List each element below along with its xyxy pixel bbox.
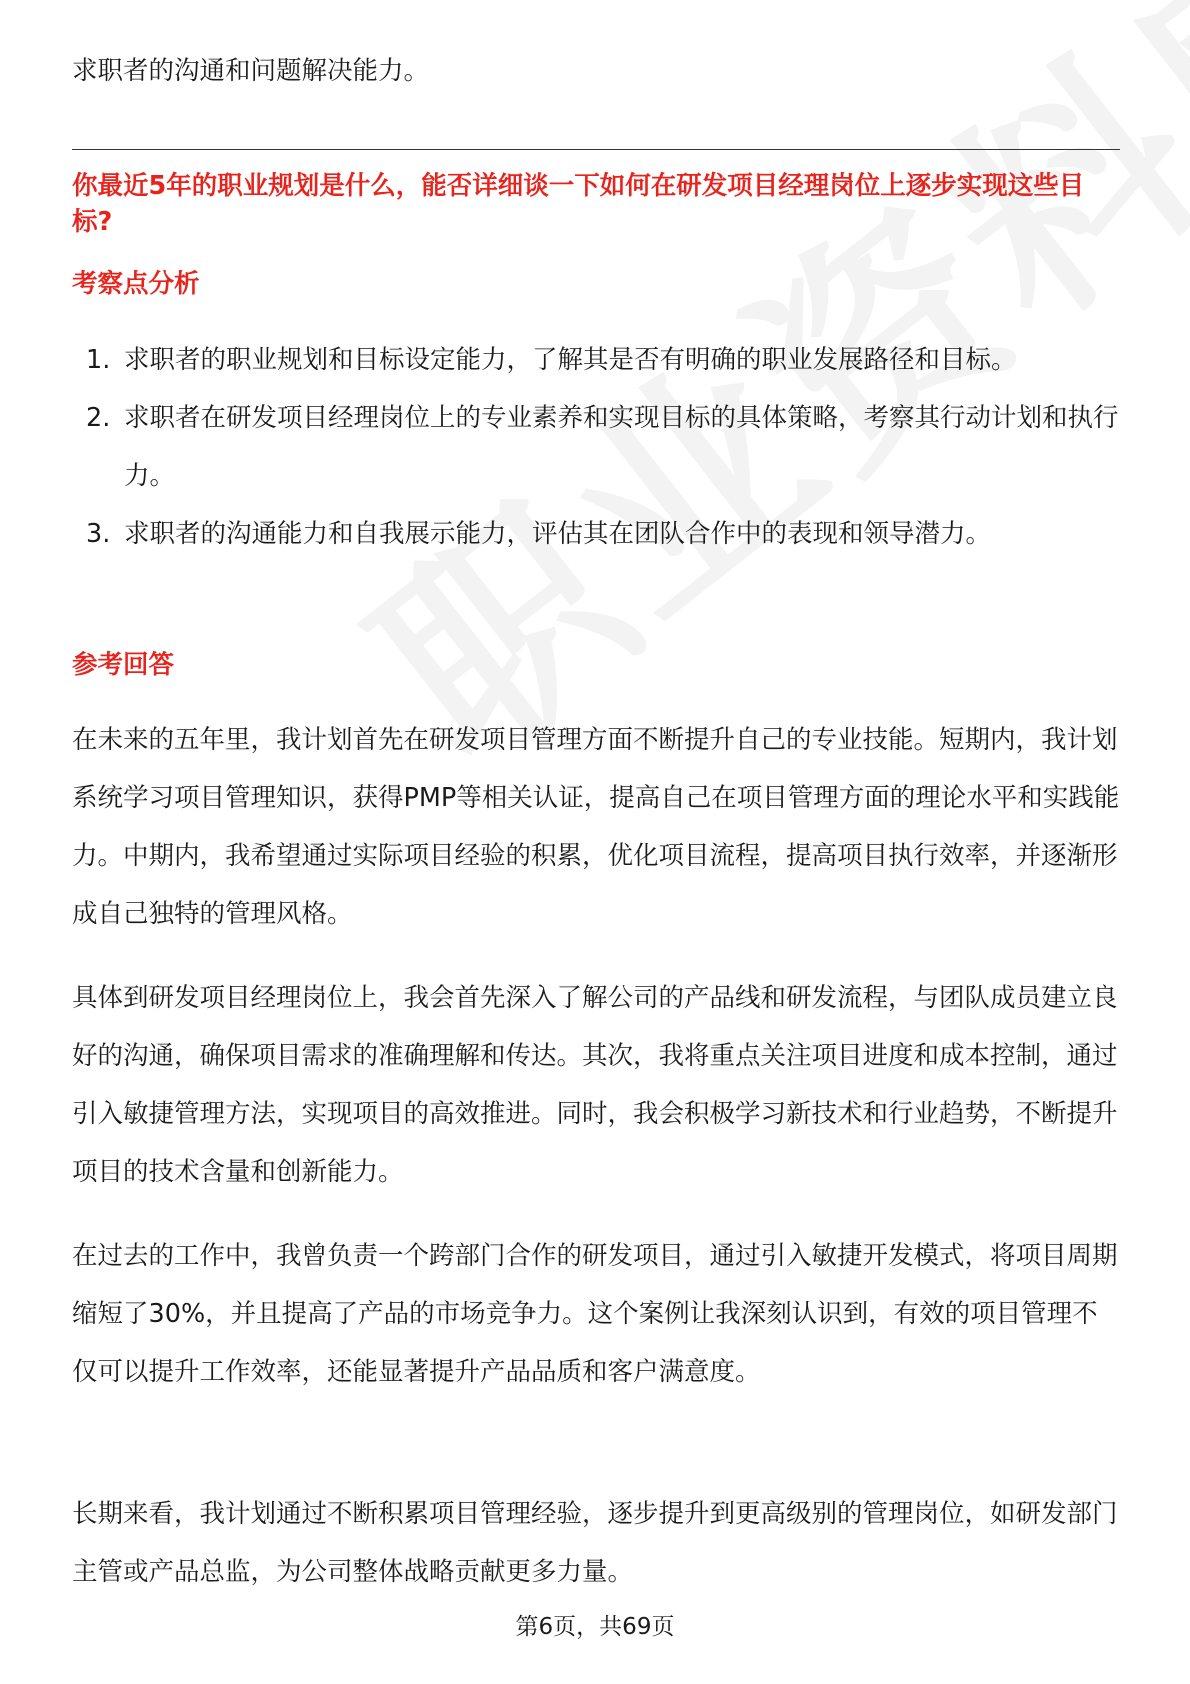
list-item: [72, 505, 1120, 563]
list-number: 2.: [86, 403, 111, 433]
page-footer: 第6页，共69页: [515, 1614, 675, 1640]
list-item-text: 求职者在研发项目经理岗位上的专业素养和实现目标的具体策略，考察其行动计划和执行力。: [124, 403, 1119, 491]
intro-text: 求职者的沟通和问题解决能力。: [72, 56, 430, 86]
answer-paragraph: 在过去的工作中，我曾负责一个跨部门合作的研发项目，通过引入敏捷开发模式，将项目周期缩短了30%，并且提高了产品的市场竞争力。这个案例让我深刻认识到，有效的项目管理不仅可以提升工作效率，还能显著提升产品品质和客户满意度。: [72, 1241, 1118, 1387]
divider: [72, 149, 1120, 150]
analysis-list: [72, 331, 1120, 563]
question-heading: 你最近5年的职业规划是什么，能否详细谈一下如何在研发项目经理岗位上逐步实现这些目标?: [72, 171, 1085, 237]
answer-paragraph: 在未来的五年里，我计划首先在研发项目管理方面不断提升自己的专业技能。短期内，我计划系统学习项目管理知识，获得PMP等相关认证，提高自己在项目管理方面的理论水平和实践能力。中期内，我希望通过实际项目经验的积累，优化项目流程，提高项目执行效率，并逐渐形成自己独特的管理风格。: [72, 725, 1120, 929]
list-number: 1.: [86, 345, 111, 375]
list-number: 3.: [86, 519, 111, 549]
list-item-text: 求职者的职业规划和目标设定能力，了解其是否有明确的职业发展路径和目标。: [124, 345, 1017, 375]
analysis-heading: 考察点分析: [72, 269, 200, 299]
answer-paragraph: 具体到研发项目经理岗位上，我会首先深入了解公司的产品线和研发流程，与团队成员建立良好的沟通，确保项目需求的准确理解和传达。其次，我将重点关注项目进度和成本控制，通过引入敏捷管理方法，实现项目的高效推进。同时，我会积极学习新技术和行业趋势，不断提升项目的技术含量和创新能力。: [72, 983, 1118, 1187]
answer-paragraph: 长期来看，我计划通过不断积累项目管理经验，逐步提升到更高级别的管理岗位，如研发部门主管或产品总监，为公司整体战略贡献更多力量。: [72, 1499, 1118, 1587]
answer-heading: 参考回答: [72, 650, 175, 680]
list-item: [72, 389, 1120, 505]
list-item: [72, 331, 1120, 389]
list-item-text: 求职者的沟通能力和自我展示能力，评估其在团队合作中的表现和领导潜力。: [124, 519, 992, 549]
